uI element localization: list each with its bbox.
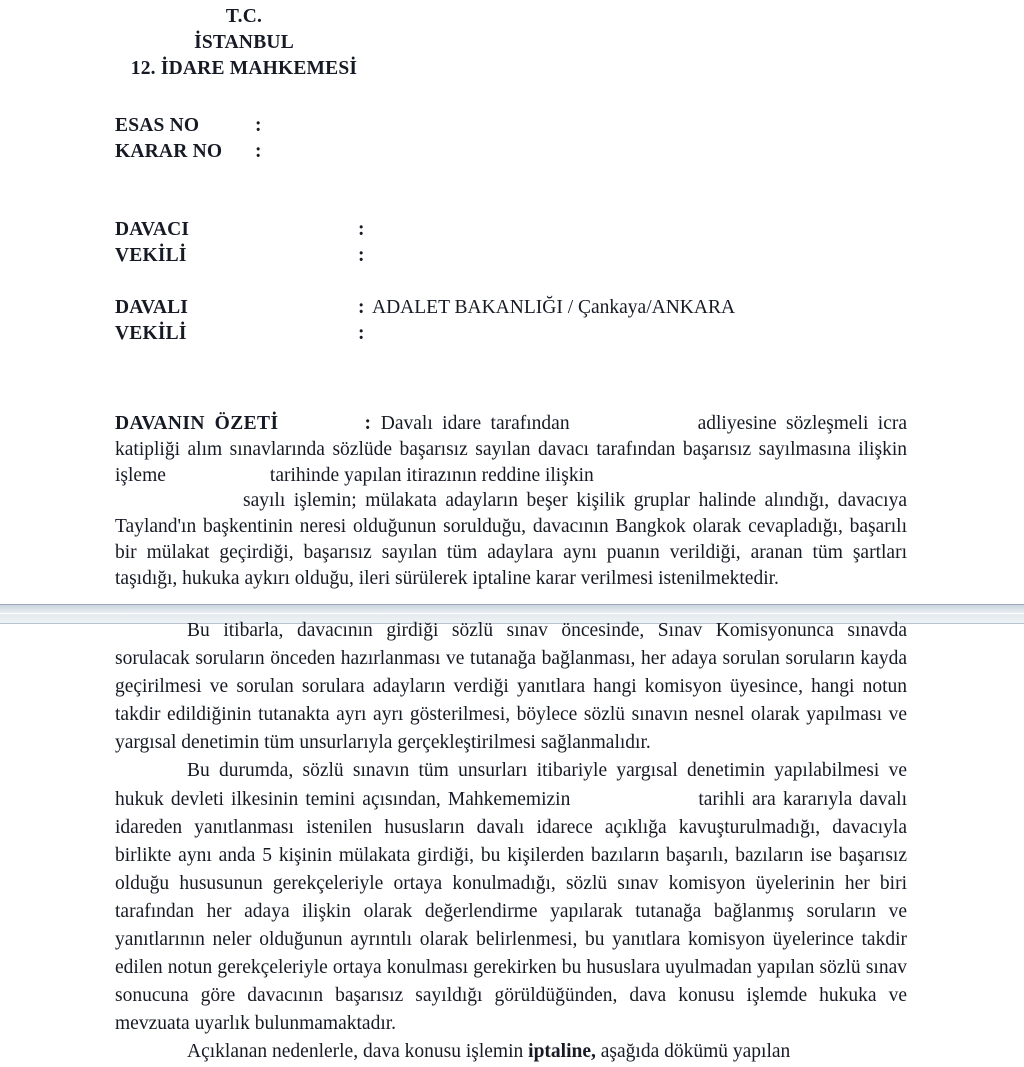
parties-block xyxy=(115,217,735,347)
case-summary-colon: : xyxy=(364,413,372,434)
court-heading xyxy=(118,4,370,82)
case-summary-block xyxy=(115,411,907,592)
body-paragraph-2-part-b: tarihli ara kararıyla davalı idareden yanıtlanması istenilen hususların davalı idarece açıklığa kavuşturulmadığı, davacıyla birlikte aynı anda 5 kişinin mülakata girdiği, bu kişilerden bazıların başarılı, bazıların ise başarısız olduğu hususunun gerekçeleriyle ortaya konulmadığı, sözlü sınav komisyon üyelerinin her biri tarafından her adaya ilişkin olarak değerlendirme yapılarak tutanağa bağlanmış soruların ve yanıtlarının neler olduğunun ayrıntılı olarak belirlenmesi, bu yanıtlara komisyon üyelerince takdir edilen notun gerekçeleriyle ortaya konulması gerekirken bu hususlara uyulmadan yapılan sözlü sınav sonucuna göre davacının başarısız sayıldığı görüldüğünden, dava konusu işlemde hukuka ve mevzuata uyarlık bulunmamaktadır. xyxy=(115,788,908,1035)
davaci-vekili-colon: : xyxy=(358,245,365,266)
case-summary-part-1: Davalı idare tarafından xyxy=(380,413,570,434)
davali-value: ADALET BAKANLIĞI / Çankaya/ANKARA xyxy=(372,297,736,318)
field-row-davaci xyxy=(115,217,735,243)
field-row-davaci-vekili xyxy=(115,243,735,269)
body-paragraph-3-emphasis: iptaline, xyxy=(528,1041,596,1063)
body-paragraph-2-part-a: Bu durumda, sözlü sınavın tüm unsurları itibariyle yargısal denetimin yapılabilmesi ve hukuk devleti ilkesinin temini açısından, Mahkememizin xyxy=(115,760,907,810)
esas-no-label: ESAS NO xyxy=(115,115,200,136)
parties-spacer xyxy=(115,269,735,295)
case-summary-part-2: adliyesine sözleşmeli icra katipliği alım sınavlarında sözlüde başarısız sayılan davacı tarafından başarısız sayılmasına ilişkin işleme xyxy=(115,413,908,486)
court-heading-line-1: T.C. xyxy=(225,6,263,27)
case-summary-part-3: tarihinde yapılan itirazının reddine ilişkin xyxy=(269,464,594,486)
decision-body xyxy=(115,617,907,1067)
field-row-esas-no xyxy=(115,113,269,139)
karar-no-label: KARAR NO xyxy=(115,141,223,162)
davali-label: DAVALI xyxy=(115,297,189,318)
case-number-block xyxy=(115,113,269,165)
body-paragraph-3-part-b: aşağıda dökümü yapılan xyxy=(595,1041,791,1063)
case-summary-part-4: sayılı işlemin; mülakata adayların beşer kişilik gruplar halinde alındığı, davacıya Tayland'ın başkentinin neresi olduğunun sorulduğu, davacının Bangkok olarak cevapladığı, başarılı bir mülakat geçirdiği, başarısız sayılan tüm adaylara aynı puanın verildiği, aranan tüm şartları taşıdığı, hukuka aykırı olduğu, ileri sürülerek iptaline karar verilmesi istenilmektedir. xyxy=(115,490,907,589)
body-paragraph-2 xyxy=(115,757,907,1038)
court-heading-line-3: 12. İDARE MAHKEMESİ xyxy=(130,58,358,79)
davaci-vekili-label: VEKİLİ xyxy=(115,245,187,266)
field-row-karar-no xyxy=(115,139,269,165)
esas-no-colon: : xyxy=(255,115,262,136)
court-heading-line-2: İSTANBUL xyxy=(194,32,294,53)
davaci-colon: : xyxy=(358,219,365,240)
field-row-davali xyxy=(115,295,735,321)
divider-upper-band xyxy=(0,605,1024,613)
davali-colon: : xyxy=(358,297,365,318)
davali-vekili-label: VEKİLİ xyxy=(115,323,187,344)
body-paragraph-3-part-a: Açıklanan nedenlerle, dava konusu işlemin xyxy=(187,1041,529,1063)
davali-vekili-colon: : xyxy=(358,323,365,344)
body-paragraph-1: Bu itibarla, davacının girdiği sözlü sınav öncesinde, Sınav Komisyonunca sınavda sorulacak soruların önceden hazırlanması ve tutanağa bağlanması, her adaya sorulan soruların kayda geçirilmesi ve sorulan sorulara adayların verdiği yanıtlara hangi komisyon üyesince, hangi notun takdir edildiğinin tutanakta ayrı ayrı gösterilmesi, böylece sözlü sınavın nesnel olarak yapılması ve yargısal denetimin tüm unsurlarıyla gerçekleştirilmesi sağlanmalıdır. xyxy=(115,620,907,754)
field-row-davali-vekili xyxy=(115,321,735,347)
case-summary-label: DAVANIN ÖZETİ xyxy=(115,413,279,434)
karar-no-colon: : xyxy=(255,141,262,162)
body-paragraph-3 xyxy=(115,1038,907,1066)
davaci-label: DAVACI xyxy=(115,219,190,240)
